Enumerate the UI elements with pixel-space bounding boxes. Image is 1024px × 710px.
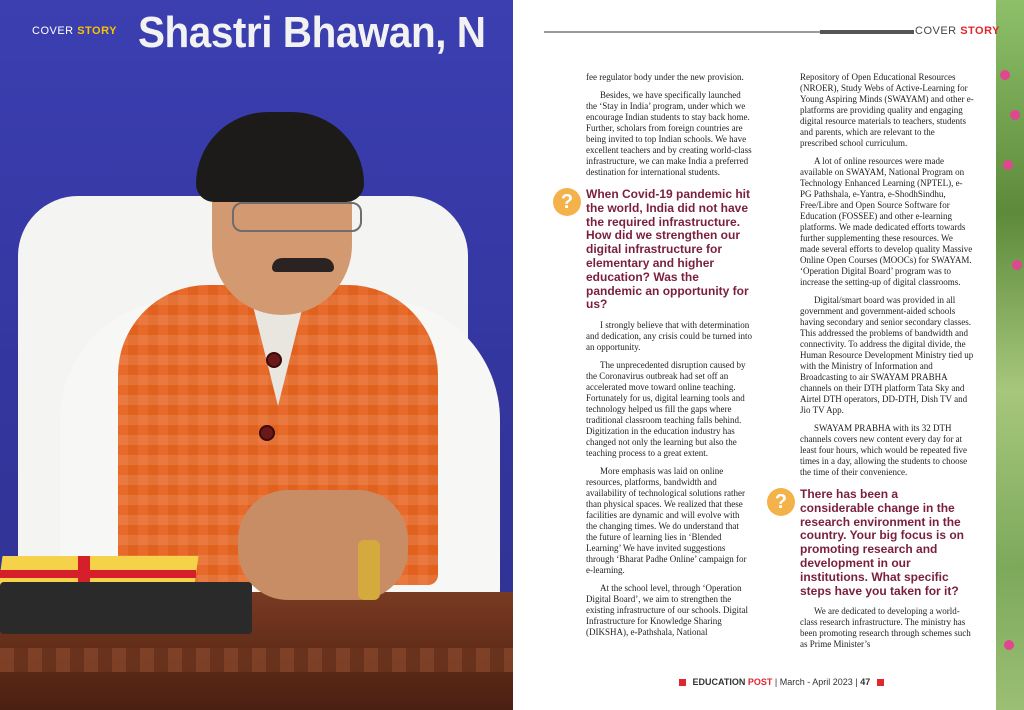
left-section-label-a: COVER [32, 25, 74, 37]
gift-ribbon [0, 570, 196, 578]
footer-separator: | [855, 677, 858, 687]
header-rule-accent [820, 30, 914, 34]
vest-button [259, 425, 275, 441]
footer-issue: March - April 2023 [779, 677, 853, 687]
footer-square-icon [679, 679, 686, 686]
building-sign-text: Shastri Bhawan, N [138, 8, 486, 57]
footer-separator: | [774, 677, 778, 687]
eyeglasses [232, 202, 362, 232]
question-mark-icon: ? [553, 188, 581, 216]
paragraph: I strongly believe that with determination and dedication, any crisis could be turned into an opportunity. [586, 320, 752, 353]
plant-edge [996, 0, 1024, 710]
header-section-label-a: COVER [915, 25, 957, 37]
footer-square-icon [877, 679, 884, 686]
paragraph: At the school level, through ‘Operation Digital Board’, we aim to strengthen the existing infrastructure of our schools. Digital Infrastructure for Knowledge Sharing (DIKSHA), e-Pathshala, National [586, 583, 748, 638]
page-number: 47 [860, 677, 871, 687]
page-footer [675, 677, 888, 687]
question-text: There has been a considerable change in the research environment in the country. Your big focus is on promoting research and development in our institutions. What specific steps have you taken for it? [800, 487, 965, 598]
desk-microphone-base [0, 582, 252, 634]
flower [1003, 160, 1013, 170]
paragraph: A lot of online resources were made available on SWAYAM, National Program on Technology Enhanced Learning (NPTEL), e-PG Pathshala, e-Yantra, e-ShodhSindhu, Free/Libre and Open Source Software for Education (FOSSEE) and other e-learning platforms. We made dedicated efforts towards further supplementing these resources. We made several efforts to develop quality Massive Online Open Courses (MOOCs) for SWAYAM. ‘Operation Digital Board’ program was to increase the setting-up of digital classrooms. [800, 156, 973, 287]
text-column-left [560, 72, 752, 645]
header-section-label [915, 25, 1000, 37]
left-section-label [32, 25, 117, 37]
mustache [272, 258, 334, 272]
desk-carving [0, 648, 513, 672]
flower [1012, 260, 1022, 270]
man-hair [196, 112, 364, 202]
paragraph: SWAYAM PRABHA with its 32 DTH channels covers new content every day for at least four hours, which would be repeated five times in a day, allowing the students to choose the time of their convenience. [800, 423, 968, 477]
footer-brand-b: POST [747, 677, 773, 687]
text-column-right [774, 72, 974, 657]
paragraph: The unprecedented disruption caused by the Coronavirus outbreak had set off an accelerated move toward online teaching. Fortunately for us, digital learning tools and technology helped us fill the gaps where traditional classroom teaching falls behind. Digitization in the education industry has changed not only the learning but also the teaching process to a great extent. [586, 360, 746, 459]
flower [1004, 640, 1014, 650]
paragraph: Digital/smart board was provided in all government and government-aided schools having secondary and senior secondary classes. This addressed the problems of bandwidth and connectivity. To address the digital divide, the Human Resource Development Ministry tied up with the Ministry of Information and Broadcasting to air SWAYAM PRABHA channels on their DTH platform Tata Sky and Airtel DTH operators, DD-DTH, Dish TV and Jio TV App. [800, 295, 974, 415]
clasped-hands [238, 490, 408, 600]
paragraph: More emphasis was laid on online resources, platforms, bandwidth and availability of technological solutions rather than physical spaces. We realized that these facilities are dynamic and will evolve with the changing times. We do understand that the future of learning lies in ‘Blended Learning’ We have invited suggestions through ‘Bharat Padhe Online’ campaign for e-learning. [586, 466, 747, 576]
paragraph: fee regulator body under the new provision. [586, 72, 744, 82]
wrist-watch [358, 540, 380, 600]
header-section-label-b: STORY [960, 25, 1000, 37]
paragraph: Repository of Open Educational Resources (NROER), Study Webs of Active-Learning for Young Aspiring Minds (SWAYAM) and other e-platforms are providing quality and engaging digital resource materials to teachers, students and parents, which are relevant to the prescribed school curriculum. [800, 72, 974, 148]
question-mark-icon: ? [767, 488, 795, 516]
paragraph: We are dedicated to developing a world-class research infrastructure. The ministry has been promoting research through schemes such as Prime Minister’s [800, 606, 971, 650]
question-text: When Covid-19 pandemic hit the world, India did not have the required infrastructure. How did we strengthen our digital infrastructure for elementary and higher education? Was the pandemic an opportunity for us? [586, 187, 751, 312]
footer-brand-a: EDUCATION [692, 677, 746, 687]
left-section-label-b: STORY [77, 25, 117, 37]
paragraph: Besides, we have specifically launched the ‘Stay in India’ program, under which we encourage Indian students to stay back home. Further, scholars from foreign countries are being invited to top Indian schools. We have excellent teachers and by creating world-class infrastructure, we can make India a preferred destination for international students. [586, 90, 752, 177]
flower [1000, 70, 1010, 80]
flower [1010, 110, 1020, 120]
vest-button [266, 352, 282, 368]
interview-question [774, 487, 974, 598]
interview-question [560, 187, 752, 312]
